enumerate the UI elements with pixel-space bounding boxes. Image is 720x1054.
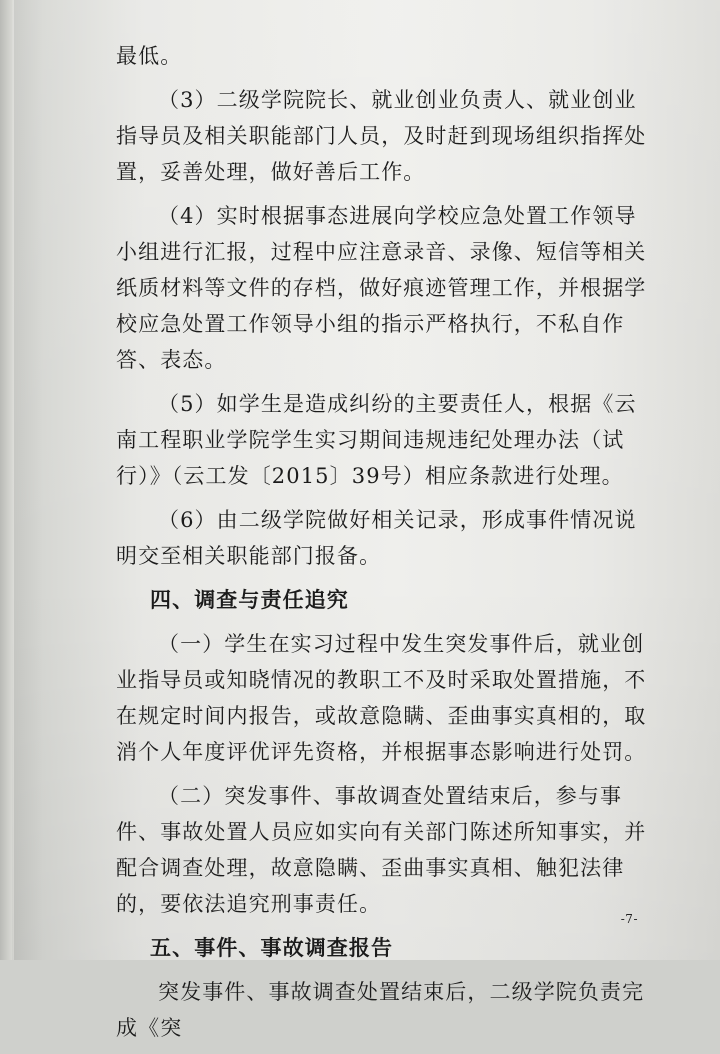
paragraph-investigation-2: （二）突发事件、事故调查处置结束后，参与事件、事故处置人员应如实向有关部门陈述所知事实，并配合调查处理，故意隐瞒、歪曲事实真相、触犯法律的，要依法追究刑事责任。 — [116, 784, 647, 916]
section-heading-4: 四、调查与责任追究 — [150, 588, 349, 612]
paragraph-item-4: （4）实时根据事态进展向学校应急处置工作领导小组进行汇报，过程中应注意录音、录像、短信等相关纸质材料等文件的存档，做好痕迹管理工作，并根据学校应急处置工作领导小组的指示严格执行，不私自作答、表态。 — [116, 204, 647, 372]
text-line-top: 最低。 — [116, 44, 183, 68]
paragraph-investigation-1: （一）学生在实习过程中发生突发事件后，就业创业指导员或知晓情况的教职工不及时采取处置措施，不在规定时间内报告，或故意隐瞒、歪曲事实真相的，取消个人年度评优评先资格，并根据事态影响进行处罚。 — [116, 632, 647, 764]
paragraph-report-start: 突发事件、事故调查处置结束后，二级学院负责完成《突 — [116, 980, 645, 1040]
paragraph-item-3: （3）二级学院院长、就业创业负责人、就业创业指导员及相关职能部门人员，及时赶到现场组织指挥处置，妥善处理，做好善后工作。 — [116, 88, 647, 184]
paragraph-item-6: （6）由二级学院做好相关记录，形成事件情况说明交至相关职能部门报备。 — [116, 508, 637, 568]
document-page — [12, 0, 720, 1040]
paragraph-item-5: （5）如学生是造成纠纷的主要责任人，根据《云南工程职业学院学生实习期间违规违纪处理办法（试行）》（云工发〔2015〕39号）相应条款进行处理。 — [116, 392, 637, 488]
page-number: -7- — [620, 912, 638, 926]
section-heading-5: 五、事件、事故调查报告 — [150, 936, 394, 960]
document-content — [116, 38, 656, 1054]
